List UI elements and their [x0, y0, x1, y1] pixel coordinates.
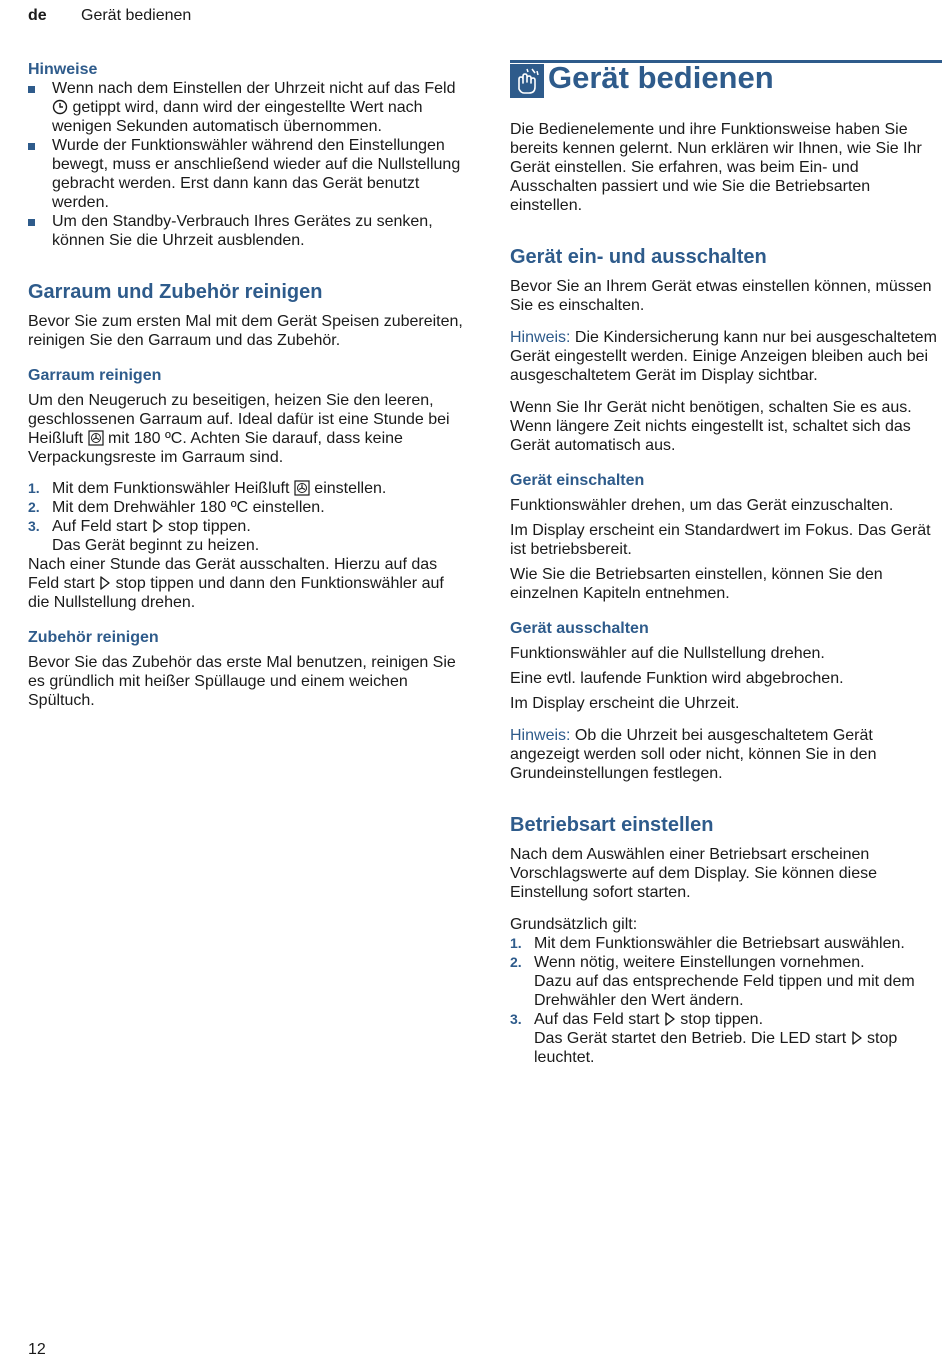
auto-off-text: Wenn Sie Ihr Gerät nicht benötigen, schalten Sie es aus. Wenn längere Zeit nichts eingestellt ist, schaltet sich das Gerät automatisch aus.: [510, 399, 912, 454]
page-number: 12: [28, 1341, 46, 1358]
ein-aus-heading: Gerät ein- und ausschalten: [510, 246, 767, 268]
garraum-reinigen-heading: Garraum reinigen: [28, 367, 162, 384]
zubehoer-reinigen-text: Bevor Sie das Zubehör das erste Mal benutzen, reinigen Sie es gründlich mit heißer Spüllauge und einem weichen Spültuch.: [28, 654, 456, 709]
chapter-intro: Die Bedienelemente und ihre Funktionsweise haben Sie bereits kennen gelernt. Nun erklären wir Ihnen, wie Sie Ihr Gerät einstellen. Sie erfahren, was beim Ein- und Ausschalten passiert und wie Sie die Betriebsarten einstellen.: [510, 121, 922, 214]
header-title: Gerät bedienen: [81, 7, 192, 24]
hinweise-heading: Hinweise: [28, 61, 98, 78]
ausschalten-p2: Eine evtl. laufende Funktion wird abgebrochen.: [510, 670, 844, 687]
betriebsart-intro: Nach dem Auswählen einer Betriebsart erscheinen Vorschlagswerte auf dem Display. Sie können diese Einstellung sofort starten.: [510, 846, 878, 901]
list-item: 2. Wenn nötig, weitere Einstellungen vornehmen. Dazu auf das entsprechende Feld tippen und mit dem Drehwähler den Wert ändern.: [510, 954, 915, 1009]
hand-touch-icon: [510, 64, 544, 98]
ausschalten-p1: Funktionswähler auf die Nullstellung drehen.: [510, 645, 825, 662]
einschalten-p1: Funktionswähler drehen, um das Gerät einzuschalten.: [510, 497, 894, 514]
betriebsart-heading: Betriebsart einstellen: [510, 814, 714, 836]
start-play-icon: [152, 518, 164, 534]
garraum-steps: [28, 479, 468, 555]
hinweise-list: [28, 79, 468, 250]
garraum-intro: Bevor Sie zum ersten Mal mit dem Gerät Speisen zubereiten, reinigen Sie den Garraum und das Zubehör.: [28, 313, 463, 349]
ein-aus-intro: Bevor Sie an Ihrem Gerät etwas einstellen können, müssen Sie es einschalten.: [510, 278, 932, 314]
chapter-title: Gerät bedienen: [548, 60, 774, 95]
bullet-square-icon: [28, 219, 35, 226]
chapter-title-block: [510, 60, 942, 100]
bullet-square-icon: [28, 143, 35, 150]
clock-icon: [52, 99, 68, 115]
after-steps-text: Nach einer Stunde das Gerät ausschalten. Hierzu auf das Feld start stop tippen und dann den Funktionswähler auf die Nullstellung drehen.: [28, 556, 444, 611]
right-column: [510, 60, 942, 1067]
list-item: 1. Mit dem Funktionswähler die Betriebsart auswählen.: [510, 935, 905, 952]
einschalten-p2: Im Display erscheint ein Standardwert im Fokus. Das Gerät ist betriebsbereit.: [510, 522, 931, 558]
start-play-icon: [99, 575, 111, 591]
ausschalten-p3: Im Display erscheint die Uhrzeit.: [510, 695, 740, 712]
grundsatz-text: Grundsätzlich gilt:: [510, 916, 638, 933]
language-code: de: [28, 7, 47, 24]
left-column: [28, 60, 468, 710]
zubehoer-reinigen-heading: Zubehör reinigen: [28, 629, 159, 646]
list-item: Um den Standby-Verbrauch Ihres Gerätes zu senken, können Sie die Uhrzeit ausblenden.: [28, 212, 468, 250]
list-item: 3. Auf Feld start stop tippen. Das Gerät beginnt zu heizen.: [28, 518, 260, 554]
list-item: 2. Mit dem Drehwähler 180 ºC einstellen.: [28, 499, 325, 516]
einschalten-heading: Gerät einschalten: [510, 472, 645, 489]
garraum-reinigen-text: Um den Neugeruch zu beseitigen, heizen Sie den leeren, geschlossenen Garraum auf. Ideal dafür ist eine Stunde bei Heißluft mit 180 ºC. Achten Sie darauf, dass keine Verpackungsreste im Garraum sind.: [28, 392, 450, 466]
einschalten-p3: Wie Sie die Betriebsarten einstellen, können Sie den einzelnen Kapiteln entnehmen.: [510, 566, 883, 602]
hinweis-kindersicherung: Hinweis: Die Kindersicherung kann nur bei ausgeschaltetem Gerät eingestellt werden. Einige Anzeigen bleiben auch bei ausgeschaltetem Gerät im Display sichtbar.: [510, 329, 937, 384]
hinweis-label: Hinweis:: [510, 727, 571, 744]
hot-air-fan-icon: [294, 480, 310, 496]
hinweis-label: Hinweis:: [510, 329, 571, 346]
betriebsart-steps: [510, 934, 942, 1067]
hinweis-uhrzeit: Hinweis: Ob die Uhrzeit bei ausgeschaltetem Gerät angezeigt werden soll oder nicht, können Sie in den Grundeinstellungen festlegen.: [510, 727, 877, 782]
list-item: 1. Mit dem Funktionswähler Heißluft einstellen.: [28, 480, 387, 497]
list-item: Wenn nach dem Einstellen der Uhrzeit nicht auf das Feld getippt wird, dann wird der eingestellte Wert nach wenigen Sekunden automatisch übernommen.: [28, 79, 468, 136]
hot-air-fan-icon: [88, 430, 104, 446]
start-play-icon: [851, 1030, 863, 1046]
garraum-zubehoer-heading: Garraum und Zubehör reinigen: [28, 281, 323, 303]
ausschalten-heading: Gerät ausschalten: [510, 620, 649, 637]
list-item: 3. Auf das Feld start stop tippen. Das Gerät startet den Betrieb. Die LED start stop leuchtet.: [510, 1011, 898, 1066]
bullet-square-icon: [28, 86, 35, 93]
list-item: Wurde der Funktionswähler während den Einstellungen bewegt, muss er anschließend wieder auf die Nullstellung gebracht werden. Erst dann kann das Gerät benutzt werden.: [28, 136, 468, 212]
start-play-icon: [664, 1011, 676, 1027]
